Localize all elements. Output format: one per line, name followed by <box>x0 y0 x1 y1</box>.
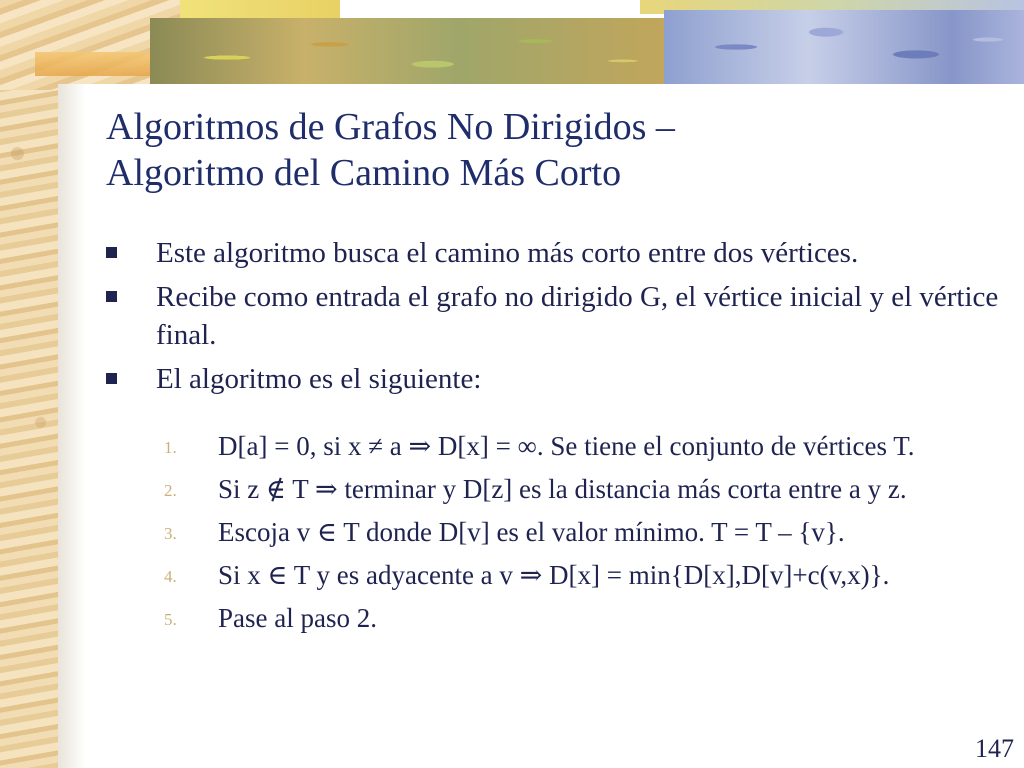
square-bullet-icon <box>106 373 117 384</box>
page-number: 147 <box>975 734 1014 763</box>
step-item <box>160 557 1020 593</box>
leaf-collage-banner <box>150 18 664 84</box>
parchment-background <box>0 0 58 768</box>
algorithm-steps <box>160 428 1020 643</box>
step-number: 4. <box>164 567 177 586</box>
step-text: Pase al paso 2. <box>218 603 377 633</box>
step-item <box>160 471 1020 507</box>
step-text: Si x ∈ T y es adyacente a v ⇒ D[x] = min{D[x],D[v]+c(v,x)}. <box>218 560 890 590</box>
bullet-list <box>100 234 1020 404</box>
square-bullet-icon <box>106 247 117 258</box>
bullet-item <box>100 278 1020 354</box>
bullet-text: Recibe como entrada el grafo no dirigido G, el vértice inicial y el vértice final. <box>156 281 999 351</box>
step-number: 5. <box>164 610 177 629</box>
step-number: 2. <box>164 481 177 500</box>
step-number: 3. <box>164 524 177 543</box>
step-text: Escoja v ∈ T donde D[v] es el valor mínimo. T = T – {v}. <box>218 517 845 547</box>
title-line-2: Algoritmo del Camino Más Corto <box>106 152 622 194</box>
flower-collage-banner <box>664 10 1024 84</box>
step-item <box>160 600 1020 636</box>
step-item <box>160 514 1020 550</box>
step-number: 1. <box>164 438 177 457</box>
slide-title <box>106 104 986 196</box>
square-bullet-icon <box>106 291 117 302</box>
bullet-text: El algoritmo es el siguiente: <box>156 363 482 395</box>
bullet-item <box>100 234 1020 272</box>
title-line-1: Algoritmos de Grafos No Dirigidos – <box>106 106 675 148</box>
bullet-text: Este algoritmo busca el camino más corto entre dos vértices. <box>156 237 859 269</box>
step-text: D[a] = 0, si x ≠ a ⇒ D[x] = ∞. Se tiene el conjunto de vértices T. <box>218 431 915 461</box>
step-item <box>160 428 1020 464</box>
bullet-item <box>100 360 1020 398</box>
step-text: Si z ∉ T ⇒ terminar y D[z] es la distancia más corta entre a y z. <box>218 474 907 504</box>
